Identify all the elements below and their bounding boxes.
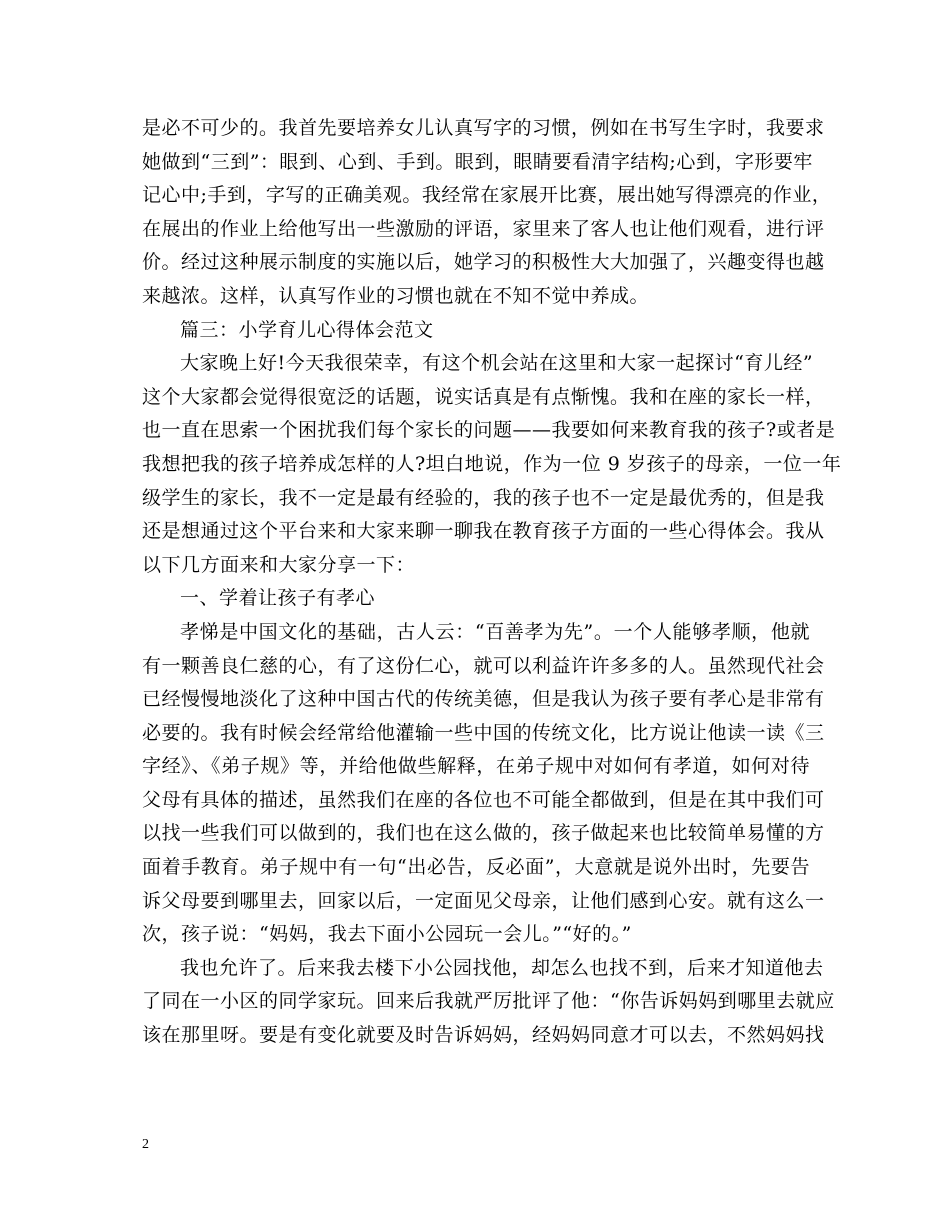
text-line: 一、学着让孩子有孝心 <box>180 587 376 610</box>
text-line: 是必不可少的。我首先要培养女儿认真写字的习惯，例如在书写生字时，我要求 <box>142 117 825 139</box>
text-line: 她做到“三到”：眼到、心到、手到。眼到，眼睛要看清字结构;心到，字形要牢 <box>142 150 813 173</box>
text-line: 有一颗善良仁慈的心，有了这份仁心，就可以利益许许多多的人。虽然现代社会 <box>142 654 825 677</box>
text-line: 以找一些我们可以做到的，我们也在这么做的，孩子做起来也比较简单易懂的方 <box>142 822 825 845</box>
text-line: 在展出的作业上给他写出一些激励的评语，家里来了客人也让他们观看，进行评 <box>142 217 825 240</box>
text-line: 这个大家都会觉得很宽泛的话题，说实话真是有点惭愧。我和在座的家长一样， <box>142 385 825 408</box>
text-line: 也一直在思索一个困扰我们每个家长的问题——我要如何来教育我的孩子?或者是 <box>142 419 836 442</box>
page-number: 2 <box>142 1137 149 1152</box>
text-line: 该在那里呀。要是有变化就要及时告诉妈妈，经妈妈同意才可以去，不然妈妈找 <box>142 1024 825 1047</box>
text-line: 篇三：小学育儿心得体会范文 <box>180 318 434 341</box>
text-line: 孝悌是中国文化的基础，古人云：“百善孝为先”。一个人能够孝顺，他就 <box>180 620 810 643</box>
text-line: 面着手教育。弟子规中有一句“出必告，反必面”，大意就是说外出时，先要告 <box>142 856 810 879</box>
text-line: 我想把我的孩子培养成怎样的人?坦白地说，作为一位 9 岁孩子的母亲，一位一年 <box>142 452 842 475</box>
text-line: 我也允许了。后来我去楼下小公园找他，却怎么也找不到，后来才知道他去 <box>180 956 824 979</box>
text-line: 以下几方面来和大家分享一下： <box>142 553 416 576</box>
text-line: 记心中;手到，字写的正确美观。我经常在家展开比赛，展出她写得漂亮的作业， <box>142 184 832 207</box>
text-line: 还是想通过这个平台来和大家来聊一聊我在教育孩子方面的一些心得体会。我从 <box>142 520 825 543</box>
text-line: 大家晚上好!今天我很荣幸，有这个机会站在这里和大家一起探讨“育儿经” <box>180 352 814 375</box>
text-line: 次，孩子说：“妈妈，我去下面小公园玩一会儿。”“好的。” <box>142 923 632 946</box>
text-line: 已经慢慢地淡化了这种中国古代的传统美德，但是我认为孩子要有孝心是非常有 <box>142 688 825 711</box>
document-body <box>142 112 842 1053</box>
text-line: 必要的。我有时候会经常给他灌输一些中国的传统文化，比方说让他读一读《三 <box>142 721 825 744</box>
text-line: 了同在一小区的同学家玩。回来后我就严厉批评了他：“你告诉妈妈到哪里去就应 <box>142 990 835 1013</box>
text-line: 字经》、《弟子规》等，并给他做些解释，在弟子规中对如何有孝道，如何对待 <box>142 755 810 778</box>
text-line: 价。经过这种展示制度的实施以后，她学习的积极性大大加强了，兴趣变得也越 <box>142 251 825 274</box>
text-line: 父母有具体的描述，虽然我们在座的各位也不可能全都做到，但是在其中我们可 <box>142 788 825 811</box>
text-line: 级学生的家长，我不一定是最有经验的，我的孩子也不一定是最优秀的，但是我 <box>142 486 825 509</box>
text-line: 诉父母要到哪里去，回家以后，一定面见父母亲，让他们感到心安。就有这么一 <box>142 889 825 912</box>
text-line: 来越浓。这样，认真写作业的习惯也就在不知不觉中养成。 <box>142 284 650 307</box>
